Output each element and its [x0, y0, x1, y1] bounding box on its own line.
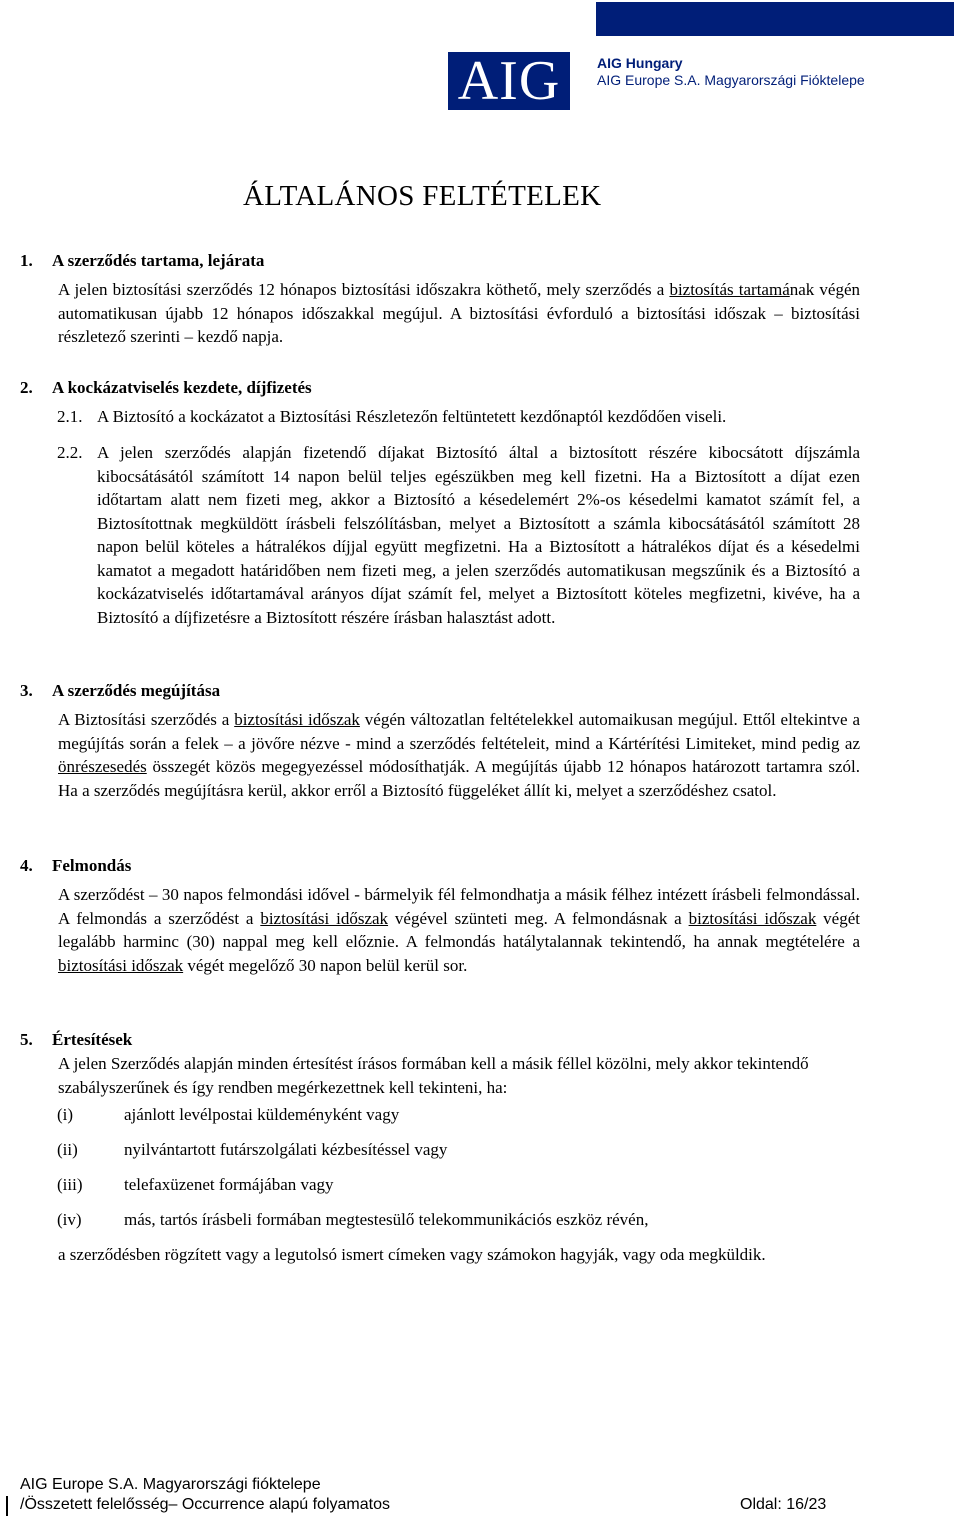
clause-2-1	[57, 405, 860, 429]
section-5-closing: a szerződésben rögzített vagy a legutolsó ismert címeken vagy számokon hagyják, vagy oda megküldik.	[58, 1245, 766, 1264]
list-text: telefaxüzenet formájában vagy	[124, 1175, 334, 1194]
notification-list	[57, 1103, 857, 1243]
section-3-paragraph	[58, 708, 860, 802]
list-item	[57, 1208, 857, 1243]
section-title: Értesítések	[52, 1030, 133, 1049]
text-run: végét megelőző 30 napon belül kerül sor.	[183, 955, 468, 975]
section-number: 4.	[20, 856, 33, 875]
footer-document-name: /Összetett felelősség– Occurrence alapú folyamatos	[20, 1496, 390, 1513]
list-text: más, tartós írásbeli formában megtestesülő telekommunikációs eszköz révén,	[124, 1210, 649, 1229]
text-run: végével szünteti meg. A felmondásnak a	[388, 908, 689, 928]
text-run: nak végén automatikusan újabb 12 hónapos időszakkal megújul. A biztosítási évforduló a biztosítási időszak – biztosítási részletező szerinti – kezdő napja.	[58, 280, 861, 346]
section-title: A szerződés megújítása	[52, 681, 221, 700]
list-text: nyilvántartott futárszolgálati kézbesítéssel vagy	[124, 1140, 448, 1159]
section-4-paragraph	[58, 883, 860, 977]
list-marker: (i)	[57, 1105, 74, 1124]
list-text: ajánlott levélpostai küldeményként vagy	[124, 1105, 400, 1124]
clause-2-2	[57, 441, 860, 629]
section-1-paragraph	[58, 278, 860, 349]
text-run: A jelen biztosítási szerződés 12 hónapos biztosítási időszakra köthető, mely szerződés a	[58, 280, 670, 299]
section-number: 1.	[20, 251, 33, 270]
section-number: 5.	[20, 1030, 33, 1049]
section-5-heading	[20, 1028, 132, 1052]
company-info	[597, 55, 865, 89]
clause-number: 2.1.	[57, 407, 83, 426]
section-title: A kockázatviselés kezdete, díjfizetés	[52, 378, 312, 397]
underlined-term: önrészesedés	[58, 757, 147, 776]
header-color-bar	[596, 2, 954, 36]
company-name: AIG Hungary	[597, 55, 683, 71]
list-marker: (iii)	[57, 1175, 83, 1194]
section-number: 3.	[20, 681, 33, 700]
aig-logo: AIG	[448, 52, 570, 110]
section-5-intro: A jelen Szerződés alapján minden értesítést írásos formában kell a másik féllel közölni, mely akkor tekintendő szabályszerűnek és így rendben megérkezettnek kell tekinteni, ha:	[58, 1054, 809, 1097]
list-marker: (iv)	[57, 1210, 82, 1229]
company-branch: AIG Europe S.A. Magyarországi Fióktelepe	[597, 72, 865, 88]
clause-text: A Biztosító a kockázatot a Biztosítási Részletezőn feltüntetett kezdőnaptól kezdődően viseli.	[97, 407, 727, 426]
list-item	[57, 1138, 857, 1173]
text-run: végét legalább harminc (30) nappal meg kell előznie. A felmondás hatálytalannak tekintendő, ha annak megtételére a	[58, 908, 860, 951]
section-number: 2.	[20, 378, 33, 397]
list-item	[57, 1103, 857, 1138]
list-item	[57, 1173, 857, 1208]
page-number: Oldal: 16/23	[740, 1496, 827, 1513]
text-run: összegét közös megegyezéssel módosíthatják. A megújítás újabb 12 hónapos határozott tartamra szól. Ha a szerződés megújításra kerül, akkor erről a Biztosító függeléket állít ki, melyet a szerződéshez csatol.	[58, 757, 860, 800]
underlined-term: biztosítási időszak	[234, 710, 360, 729]
clause-text: A jelen szerződés alapján fizetendő díjakat Biztosító által a biztosított részére kibocsátott díjszámla kibocsátásától számított 14 napon belül teljes egészükben meg kell fizetni. Ha a Biztosított a díjat ezen időtartam alatt nem fizeti meg, akkor a Biztosító a késedelemért 2%-os késedelmi kamatot számít fel, a Biztosítottnak megküldött írásbeli felszólításban, melyet a Biztosított a számla kibocsátásától számított 28 napon belül köteles a hátralékos díjjal együtt megfizetni. Ha a Biztosított a hátralékos díjat és a késedelmi kamatot a megadott határidőben nem fizeti meg, a jelen szerződés automatikusan megszűnik és a Biztosító a kockázatviselés időtartamával arányos díjat számít fel, melyet a Biztosított köteles megfizetni, kivéve, ha a Biztosító a díjfizetésre a Biztosított részére írásban halasztást adott.	[97, 443, 860, 627]
page-title: ÁLTALÁNOS FELTÉTELEK	[243, 180, 602, 212]
list-marker: (ii)	[57, 1140, 78, 1159]
section-1-heading	[20, 249, 264, 273]
footer-divider	[6, 1496, 8, 1516]
section-3-heading	[20, 679, 220, 703]
footer-company: AIG Europe S.A. Magyarországi fióktelepe	[20, 1476, 321, 1493]
text-run: A Biztosítási szerződés a	[58, 710, 235, 729]
underlined-term: biztosítási időszak	[260, 908, 389, 928]
clause-number: 2.2.	[57, 443, 83, 462]
underlined-term: biztosítási időszak	[688, 908, 817, 928]
underlined-term: biztosítási időszak	[58, 955, 184, 975]
section-title: A szerződés tartama, lejárata	[52, 251, 265, 270]
section-4-heading	[20, 854, 131, 878]
underlined-term: biztosítás tartamá	[669, 280, 790, 299]
text-run: A szerződést – 30 napos felmondási idővel - bármelyik fél felmondhatja a másik félhez intézett írásbeli felmondással. A felmondás a szerződést a	[58, 885, 860, 928]
text-run: végén változatlan feltételekkel automaikusan megújul. Ettől eltekintve a megújítás során a felek – a jövőre nézve - mind a szerződés feltételeit, mind a Kártérítési Limiteket, mind pedig az	[58, 710, 860, 753]
section-title: Felmondás	[52, 856, 132, 875]
section-2-heading	[20, 376, 312, 400]
